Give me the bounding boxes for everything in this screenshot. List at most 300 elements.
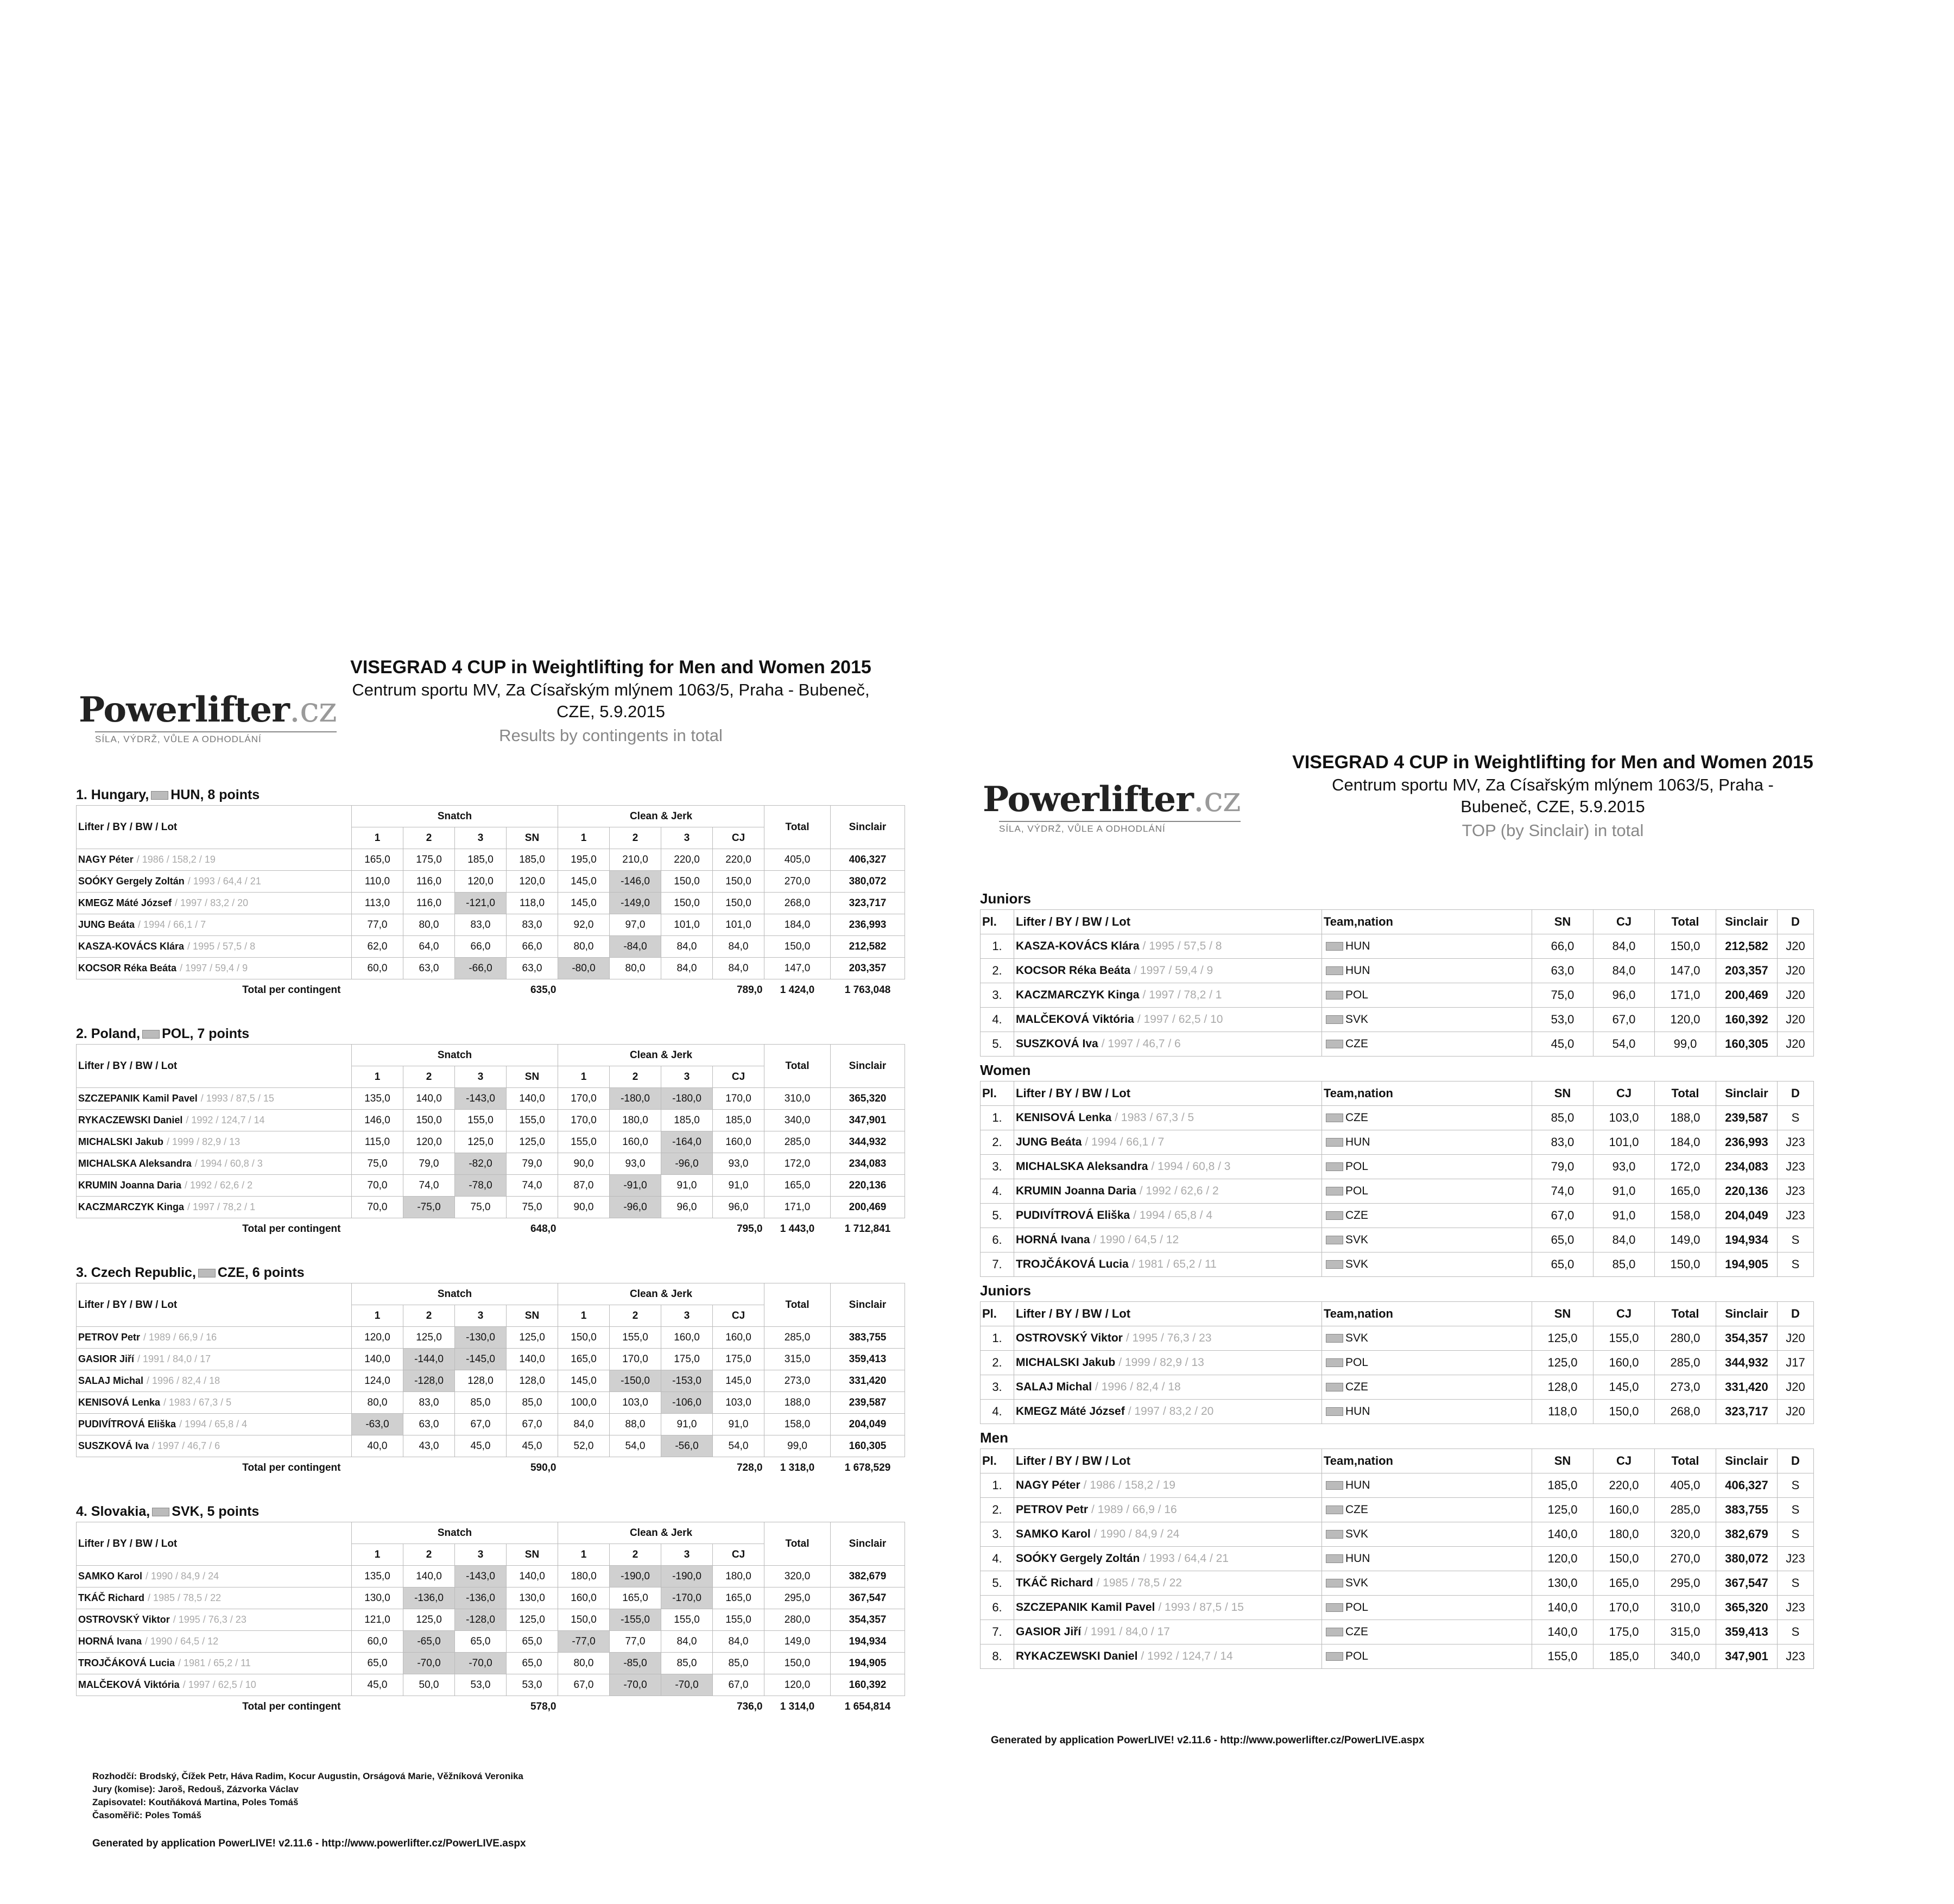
attempt-cell: 45,0 bbox=[352, 1674, 403, 1696]
lifter-cell bbox=[77, 936, 352, 958]
cj-cell: 91,0 bbox=[1593, 1179, 1655, 1204]
attempt-cell: 125,0 bbox=[455, 1131, 507, 1153]
division-cell: J20 bbox=[1778, 959, 1814, 983]
table-row bbox=[77, 1110, 905, 1131]
ranking-table bbox=[980, 909, 1814, 1057]
cj-cell: 54,0 bbox=[713, 1435, 764, 1457]
attempt-cell: -149,0 bbox=[610, 893, 661, 914]
place-cell: 3. bbox=[981, 1375, 1014, 1400]
lifter-name: KENISOVÁ Lenka bbox=[1016, 1111, 1112, 1124]
total-cell: 99,0 bbox=[1655, 1032, 1716, 1057]
sinclair-cell: 347,901 bbox=[1716, 1644, 1778, 1669]
attempt-cell: 145,0 bbox=[558, 871, 610, 893]
flag-icon bbox=[1326, 1554, 1343, 1563]
attempt-cell: 60,0 bbox=[352, 1631, 403, 1653]
col-total: Total bbox=[1655, 1449, 1716, 1473]
total-cell: 149,0 bbox=[764, 1631, 831, 1653]
attempt-cell: 160,0 bbox=[558, 1587, 610, 1609]
attempt-cell: 83,0 bbox=[403, 1392, 455, 1414]
lifter-meta: / 1997 / 62,5 / 10 bbox=[182, 1679, 256, 1690]
venue-line-1: Centrum sportu MV, Za Císařským mlýnem 1063/5, Praha - bbox=[1332, 775, 1774, 794]
sn-cell: 185,0 bbox=[507, 849, 558, 871]
place-cell: 3. bbox=[981, 983, 1014, 1008]
attempt-cell: -96,0 bbox=[661, 1153, 713, 1175]
cj-cell: 84,0 bbox=[713, 958, 764, 979]
table-row bbox=[981, 1130, 1814, 1155]
col-sinclair: Sinclair bbox=[831, 806, 905, 849]
attempt-cell: 175,0 bbox=[661, 1349, 713, 1370]
total-cell: 172,0 bbox=[764, 1153, 831, 1175]
team-cell bbox=[1322, 1032, 1532, 1057]
lifter-cell bbox=[77, 1674, 352, 1696]
division-cell: J23 bbox=[1778, 1179, 1814, 1204]
ranking-table bbox=[980, 1081, 1814, 1277]
attempt-cell: 116,0 bbox=[403, 871, 455, 893]
attempt-cell: -91,0 bbox=[610, 1175, 661, 1197]
total-cell: 99,0 bbox=[764, 1435, 831, 1457]
col-sinclair: Sinclair bbox=[1716, 910, 1778, 934]
contingent-table bbox=[76, 805, 905, 1001]
lifter-name: PUDIVÍTROVÁ Eliška bbox=[1016, 1209, 1130, 1222]
lifter-name: JUNG Beáta bbox=[1016, 1136, 1082, 1148]
total-cj: 789,0 bbox=[736, 984, 763, 996]
sinclair-cell: 160,392 bbox=[831, 1674, 905, 1696]
total-cell: 165,0 bbox=[764, 1175, 831, 1197]
table-row bbox=[77, 1631, 905, 1653]
lifter-meta: / 1981 / 65,2 / 11 bbox=[178, 1658, 251, 1668]
attempt-cell: -70,0 bbox=[403, 1653, 455, 1674]
attempt-cell: 85,0 bbox=[455, 1392, 507, 1414]
attempt-cell: -150,0 bbox=[610, 1370, 661, 1392]
attempt-cell: 145,0 bbox=[558, 893, 610, 914]
lifter-cell bbox=[1014, 1547, 1322, 1571]
sinclair-cell: 344,932 bbox=[1716, 1351, 1778, 1375]
attempt-cell: -180,0 bbox=[610, 1088, 661, 1110]
flag-icon bbox=[1326, 942, 1343, 951]
sinclair-cell: 194,905 bbox=[831, 1653, 905, 1674]
attempt-cell: 120,0 bbox=[455, 871, 507, 893]
total-cell: 150,0 bbox=[764, 1653, 831, 1674]
cj-cell: 180,0 bbox=[1593, 1522, 1655, 1547]
lifter-meta: / 1989 / 66,9 / 16 bbox=[1091, 1503, 1177, 1516]
col-attempt: 3 bbox=[455, 1305, 507, 1327]
lifter-cell bbox=[1014, 934, 1322, 959]
division-cell: J20 bbox=[1778, 1032, 1814, 1057]
attempt-cell: 88,0 bbox=[610, 1414, 661, 1435]
lifter-meta: / 1992 / 62,6 / 2 bbox=[185, 1180, 253, 1191]
contingent-name: 2. Poland, bbox=[76, 1026, 141, 1041]
table-row bbox=[981, 1106, 1814, 1130]
attempt-cell: 145,0 bbox=[558, 1370, 610, 1392]
attempt-cell: 67,0 bbox=[455, 1414, 507, 1435]
flag-icon bbox=[1326, 1603, 1343, 1612]
team-code: POL bbox=[1345, 1650, 1369, 1662]
lifter-meta: / 1981 / 65,2 / 11 bbox=[1131, 1258, 1217, 1270]
attempt-cell: 115,0 bbox=[352, 1131, 403, 1153]
col-total: Total bbox=[764, 1283, 831, 1327]
lifter-cell bbox=[1014, 1473, 1322, 1498]
col-attempt: 1 bbox=[558, 1066, 610, 1088]
total-cell: 295,0 bbox=[1655, 1571, 1716, 1596]
col-attempt: 3 bbox=[661, 1066, 713, 1088]
team-code: SVK bbox=[1345, 1258, 1369, 1270]
place-cell: 1. bbox=[981, 934, 1014, 959]
sinclair-cell: 239,587 bbox=[1716, 1106, 1778, 1130]
attempt-cell: -80,0 bbox=[558, 958, 610, 979]
total-sinclair: 1 712,841 bbox=[844, 1223, 891, 1235]
lifter-meta: / 1993 / 64,4 / 21 bbox=[1143, 1552, 1229, 1565]
sinclair-cell: 383,755 bbox=[831, 1327, 905, 1349]
team-code: POL bbox=[1345, 1356, 1369, 1369]
total-cell: 280,0 bbox=[764, 1609, 831, 1631]
flag-icon bbox=[1326, 1407, 1343, 1416]
group-title: Women bbox=[980, 1062, 1031, 1078]
team-code: SVK bbox=[1345, 1332, 1369, 1344]
attempt-cell: 63,0 bbox=[403, 1414, 455, 1435]
cj-cell: 84,0 bbox=[1593, 934, 1655, 959]
attempt-cell: -77,0 bbox=[558, 1631, 610, 1653]
col-cj: CJ bbox=[1593, 1449, 1655, 1473]
lifter-meta: / 1997 / 46,7 / 6 bbox=[152, 1440, 220, 1451]
table-header-row bbox=[981, 1449, 1814, 1473]
lifter-meta: / 1995 / 76,3 / 23 bbox=[173, 1614, 246, 1625]
total-sinclair: 1 763,048 bbox=[844, 984, 891, 996]
lifter-name: TROJČÁKOVÁ Lucia bbox=[1016, 1258, 1129, 1270]
attempt-cell: -121,0 bbox=[455, 893, 507, 914]
contingent-table bbox=[76, 1522, 905, 1717]
sn-cell: 65,0 bbox=[507, 1653, 558, 1674]
table-header-row bbox=[77, 1522, 905, 1544]
powerlifter-logo: Powerlifter.cz SÍLA, VÝDRŽ, VŮLE A ODHODLÁNÍ bbox=[983, 779, 1241, 834]
sinclair-cell: 239,587 bbox=[831, 1392, 905, 1414]
contingent-total-row bbox=[77, 979, 905, 1001]
attempt-cell: 63,0 bbox=[403, 958, 455, 979]
total-cj: 795,0 bbox=[736, 1223, 763, 1235]
lifter-name: KASZA-KOVÁCS Klára bbox=[78, 941, 185, 952]
lifter-cell bbox=[77, 1175, 352, 1197]
attempt-cell: 80,0 bbox=[610, 958, 661, 979]
attempt-cell: 110,0 bbox=[352, 871, 403, 893]
col-attempt: 1 bbox=[558, 1544, 610, 1566]
sn-cell: 83,0 bbox=[507, 914, 558, 936]
lifter-meta: / 1986 / 158,2 / 19 bbox=[136, 854, 216, 865]
sinclair-cell: 331,420 bbox=[1716, 1375, 1778, 1400]
contingent-table bbox=[76, 1044, 905, 1239]
lifter-cell bbox=[77, 1414, 352, 1435]
sn-cell: 130,0 bbox=[1532, 1571, 1593, 1596]
attempt-cell: 84,0 bbox=[661, 958, 713, 979]
attempt-cell: -75,0 bbox=[403, 1197, 455, 1218]
lifter-meta: / 1997 / 46,7 / 6 bbox=[1101, 1038, 1181, 1050]
attempt-cell: 160,0 bbox=[661, 1327, 713, 1349]
generator-footer: Generated by application PowerLIVE! v2.11.6 - http://www.powerlifter.cz/PowerLIVE.aspx bbox=[991, 1735, 1425, 1746]
flag-icon bbox=[1326, 1114, 1343, 1122]
attempt-cell: -144,0 bbox=[403, 1349, 455, 1370]
col-sn: SN bbox=[1532, 1081, 1593, 1106]
attempt-cell: 116,0 bbox=[403, 893, 455, 914]
cj-cell: 150,0 bbox=[713, 871, 764, 893]
total-cell: 315,0 bbox=[764, 1349, 831, 1370]
total-cj: 728,0 bbox=[736, 1462, 763, 1473]
sinclair-cell: 365,320 bbox=[1716, 1596, 1778, 1620]
lifter-meta: / 1986 / 158,2 / 19 bbox=[1083, 1479, 1175, 1491]
team-cell bbox=[1322, 1473, 1532, 1498]
lifter-meta: / 1994 / 65,8 / 4 bbox=[179, 1419, 248, 1429]
attempt-cell: 65,0 bbox=[455, 1631, 507, 1653]
sinclair-cell: 382,679 bbox=[831, 1566, 905, 1587]
lifter-meta: / 1995 / 57,5 / 8 bbox=[187, 941, 256, 952]
flag-icon bbox=[1326, 1481, 1343, 1490]
attempt-cell: 64,0 bbox=[403, 936, 455, 958]
contingent-section bbox=[76, 1026, 905, 1239]
lifter-name: PUDIVÍTROVÁ Eliška bbox=[78, 1419, 176, 1429]
sinclair-cell: 323,717 bbox=[831, 893, 905, 914]
col-lifter: Lifter / BY / BW / Lot bbox=[77, 806, 352, 849]
lifter-name: RYKACZEWSKI Daniel bbox=[78, 1115, 183, 1125]
sinclair-cell: 160,392 bbox=[1716, 1008, 1778, 1032]
table-row bbox=[77, 1609, 905, 1631]
division-cell: J20 bbox=[1778, 1326, 1814, 1351]
team-code: POL bbox=[1345, 1160, 1369, 1173]
team-code: HUN bbox=[1345, 1479, 1370, 1491]
place-cell: 3. bbox=[981, 1155, 1014, 1179]
table-row bbox=[981, 1375, 1814, 1400]
lifter-name: KMEGZ Máté József bbox=[78, 897, 172, 908]
table-row bbox=[77, 1088, 905, 1110]
table-row bbox=[77, 1587, 905, 1609]
col-place: Pl. bbox=[981, 1302, 1014, 1326]
table-row bbox=[981, 959, 1814, 983]
sinclair-cell: 212,582 bbox=[831, 936, 905, 958]
sinclair-cell: 236,993 bbox=[831, 914, 905, 936]
sn-cell: 63,0 bbox=[1532, 959, 1593, 983]
table-row bbox=[981, 1351, 1814, 1375]
ranking-table bbox=[980, 1448, 1814, 1669]
lifter-name: KACZMARCZYK Kinga bbox=[78, 1201, 184, 1212]
col-division: D bbox=[1778, 910, 1814, 934]
team-code: HUN bbox=[1345, 964, 1370, 977]
attempt-cell: 97,0 bbox=[610, 914, 661, 936]
sinclair-cell: 204,049 bbox=[831, 1414, 905, 1435]
col-lifter: Lifter / BY / BW / Lot bbox=[77, 1283, 352, 1327]
lifter-name: SALAJ Michal bbox=[78, 1375, 144, 1386]
cj-cell: 160,0 bbox=[713, 1131, 764, 1153]
lifter-cell bbox=[77, 849, 352, 871]
lifter-meta: / 1997 / 62,5 / 10 bbox=[1137, 1013, 1223, 1026]
venue-line-1: Centrum sportu MV, Za Císařským mlýnem 1063/5, Praha - Bubeneč, bbox=[352, 680, 870, 699]
sinclair-cell: 160,305 bbox=[831, 1435, 905, 1457]
lifter-cell bbox=[77, 1587, 352, 1609]
sn-cell: 67,0 bbox=[507, 1414, 558, 1435]
col-attempt: 2 bbox=[403, 1305, 455, 1327]
lifter-meta: / 1992 / 62,6 / 2 bbox=[1139, 1185, 1219, 1197]
attempt-cell: -70,0 bbox=[610, 1674, 661, 1696]
sinclair-cell: 203,357 bbox=[1716, 959, 1778, 983]
col-total: Total bbox=[764, 1045, 831, 1088]
cj-cell: 180,0 bbox=[713, 1566, 764, 1587]
sn-cell: 120,0 bbox=[507, 871, 558, 893]
flag-icon bbox=[1326, 1236, 1343, 1244]
lifter-name: KRUMIN Joanna Daria bbox=[1016, 1185, 1136, 1197]
table-row bbox=[77, 958, 905, 979]
page-title: VISEGRAD 4 CUP in Weightlifting for Men and Women 2015 bbox=[1292, 752, 1813, 773]
cj-cell: 84,0 bbox=[713, 936, 764, 958]
attempt-cell: 84,0 bbox=[558, 1414, 610, 1435]
col-place: Pl. bbox=[981, 1449, 1014, 1473]
attempt-cell: -128,0 bbox=[455, 1609, 507, 1631]
table-row bbox=[981, 1326, 1814, 1351]
attempt-cell: 96,0 bbox=[661, 1197, 713, 1218]
table-header-row bbox=[77, 1045, 905, 1066]
col-attempt: 2 bbox=[610, 827, 661, 849]
col-team: Team,nation bbox=[1322, 910, 1532, 934]
sinclair-cell: 382,679 bbox=[1716, 1522, 1778, 1547]
attempt-cell: 155,0 bbox=[661, 1609, 713, 1631]
total-total: 1 443,0 bbox=[780, 1223, 815, 1235]
attempt-cell: 62,0 bbox=[352, 936, 403, 958]
attempt-cell: 210,0 bbox=[610, 849, 661, 871]
sinclair-cell: 194,934 bbox=[1716, 1228, 1778, 1253]
contingent-title bbox=[76, 1265, 905, 1281]
col-attempt: 1 bbox=[352, 1066, 403, 1088]
col-attempt: 2 bbox=[403, 827, 455, 849]
contingent-name: 3. Czech Republic, bbox=[76, 1265, 196, 1280]
sinclair-cell: 344,932 bbox=[831, 1131, 905, 1153]
table-header-row bbox=[77, 806, 905, 827]
col-lifter: Lifter / BY / BW / Lot bbox=[77, 1045, 352, 1088]
team-cell bbox=[1322, 1498, 1532, 1522]
team-cell bbox=[1322, 1375, 1532, 1400]
place-cell: 1. bbox=[981, 1106, 1014, 1130]
cj-cell: 145,0 bbox=[713, 1370, 764, 1392]
place-cell: 5. bbox=[981, 1204, 1014, 1228]
col-sinclair: Sinclair bbox=[1716, 1302, 1778, 1326]
flag-icon bbox=[1326, 1628, 1343, 1636]
total-cell: 310,0 bbox=[1655, 1596, 1716, 1620]
division-cell: J23 bbox=[1778, 1130, 1814, 1155]
generator-footer: Generated by application PowerLIVE! v2.11.6 - http://www.powerlifter.cz/PowerLIVE.aspx bbox=[92, 1838, 526, 1849]
lifter-meta: / 1989 / 66,9 / 16 bbox=[143, 1332, 217, 1343]
contingent-title bbox=[76, 1504, 905, 1520]
cj-cell: 101,0 bbox=[1593, 1130, 1655, 1155]
sinclair-cell: 406,327 bbox=[1716, 1473, 1778, 1498]
lifter-name: NAGY Péter bbox=[1016, 1479, 1080, 1491]
total-cell: 270,0 bbox=[1655, 1547, 1716, 1571]
total-cell: 172,0 bbox=[1655, 1155, 1716, 1179]
cj-cell: 84,0 bbox=[1593, 1228, 1655, 1253]
attempt-cell: 150,0 bbox=[558, 1609, 610, 1631]
attempt-cell: 150,0 bbox=[558, 1327, 610, 1349]
attempt-cell: -155,0 bbox=[610, 1609, 661, 1631]
sn-cell: 65,0 bbox=[1532, 1228, 1593, 1253]
col-division: D bbox=[1778, 1449, 1814, 1473]
flag-icon bbox=[1326, 1162, 1343, 1171]
sn-cell: 125,0 bbox=[507, 1609, 558, 1631]
sn-cell: 83,0 bbox=[1532, 1130, 1593, 1155]
lifter-name: SAMKO Karol bbox=[1016, 1528, 1091, 1540]
contingent-name: 1. Hungary, bbox=[76, 787, 149, 802]
lifter-cell bbox=[77, 1349, 352, 1370]
table-row bbox=[981, 1400, 1814, 1424]
total-cell: 268,0 bbox=[1655, 1400, 1716, 1424]
col-attempt: 2 bbox=[403, 1066, 455, 1088]
sinclair-cell: 359,413 bbox=[831, 1349, 905, 1370]
col-place: Pl. bbox=[981, 1081, 1014, 1106]
attempt-cell: 75,0 bbox=[455, 1197, 507, 1218]
division-cell: J23 bbox=[1778, 1204, 1814, 1228]
lifter-meta: / 1990 / 64,5 / 12 bbox=[145, 1636, 219, 1647]
attempt-cell: 125,0 bbox=[403, 1327, 455, 1349]
sinclair-cell: 200,469 bbox=[831, 1197, 905, 1218]
table-row bbox=[981, 1032, 1814, 1057]
col-total: Total bbox=[1655, 1081, 1716, 1106]
table-row bbox=[77, 1414, 905, 1435]
attempt-cell: 70,0 bbox=[352, 1175, 403, 1197]
total-cell: 405,0 bbox=[764, 849, 831, 871]
sn-cell: 125,0 bbox=[1532, 1351, 1593, 1375]
sinclair-cell: 383,755 bbox=[1716, 1498, 1778, 1522]
lifter-name: SUSZKOVÁ Iva bbox=[78, 1440, 149, 1451]
attempt-cell: 100,0 bbox=[558, 1392, 610, 1414]
place-cell: 2. bbox=[981, 1498, 1014, 1522]
sinclair-cell: 200,469 bbox=[1716, 983, 1778, 1008]
flag-icon bbox=[1326, 966, 1343, 975]
attempt-cell: 220,0 bbox=[661, 849, 713, 871]
table-row bbox=[981, 1253, 1814, 1277]
team-cell bbox=[1322, 1179, 1532, 1204]
team-cell bbox=[1322, 1351, 1532, 1375]
sn-cell: 79,0 bbox=[1532, 1155, 1593, 1179]
lifter-cell bbox=[77, 1566, 352, 1587]
place-cell: 4. bbox=[981, 1179, 1014, 1204]
lifter-cell bbox=[77, 1131, 352, 1153]
attempt-cell: 40,0 bbox=[352, 1435, 403, 1457]
logo-tagline: SÍLA, VÝDRŽ, VŮLE A ODHODLÁNÍ bbox=[95, 731, 337, 745]
total-cell: 268,0 bbox=[764, 893, 831, 914]
sinclair-cell: 220,136 bbox=[1716, 1179, 1778, 1204]
lifter-cell bbox=[1014, 1008, 1322, 1032]
attempt-cell: -106,0 bbox=[661, 1392, 713, 1414]
lifter-name: OSTROVSKÝ Viktor bbox=[78, 1614, 170, 1625]
sn-cell: 85,0 bbox=[507, 1392, 558, 1414]
division-cell: J23 bbox=[1778, 1596, 1814, 1620]
lifter-cell bbox=[1014, 1130, 1322, 1155]
place-cell: 7. bbox=[981, 1253, 1014, 1277]
flag-icon bbox=[1326, 1260, 1343, 1269]
team-code: SVK bbox=[1345, 1234, 1369, 1246]
cj-cell: 96,0 bbox=[1593, 983, 1655, 1008]
cj-cell: 220,0 bbox=[713, 849, 764, 871]
attempt-cell: 45,0 bbox=[455, 1435, 507, 1457]
ranking-group bbox=[980, 1062, 1814, 1277]
division-cell: J20 bbox=[1778, 934, 1814, 959]
total-cell: 147,0 bbox=[1655, 959, 1716, 983]
col-sinclair: Sinclair bbox=[831, 1283, 905, 1327]
lifter-cell bbox=[1014, 1179, 1322, 1204]
contingent-team-points: CZE, 6 points bbox=[217, 1265, 305, 1280]
attempt-cell: 84,0 bbox=[661, 936, 713, 958]
sn-cell: 65,0 bbox=[1532, 1253, 1593, 1277]
flag-icon bbox=[1326, 1383, 1343, 1391]
col-cj: CJ bbox=[1593, 910, 1655, 934]
cj-cell: 150,0 bbox=[1593, 1400, 1655, 1424]
sn-cell: 140,0 bbox=[507, 1349, 558, 1370]
attempt-cell: 53,0 bbox=[455, 1674, 507, 1696]
attempt-cell: -180,0 bbox=[661, 1088, 713, 1110]
col-snatch: Snatch bbox=[352, 1045, 558, 1066]
attempt-cell: 84,0 bbox=[661, 1631, 713, 1653]
table-row bbox=[77, 1349, 905, 1370]
